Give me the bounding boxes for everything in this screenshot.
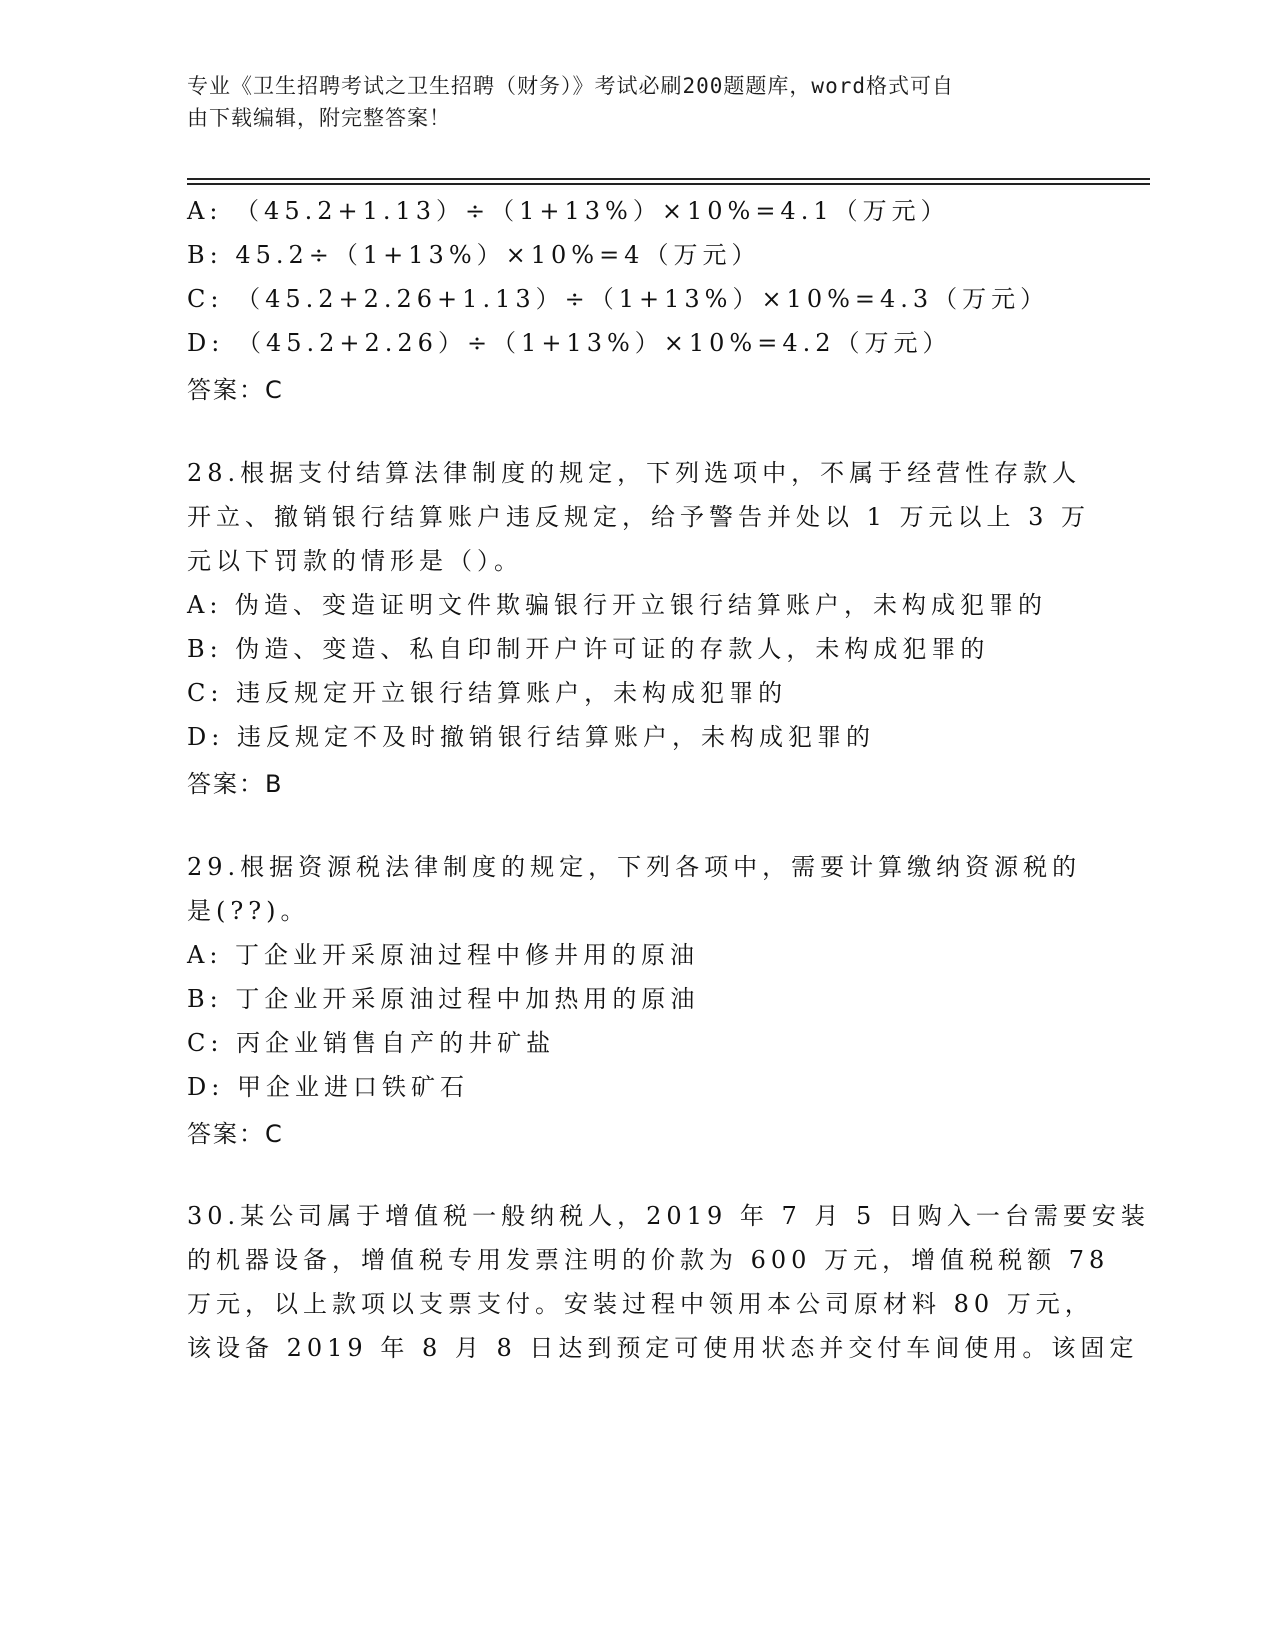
header-line-2: 由下载编辑，附完整答案！ (187, 106, 451, 130)
q30-stem-line-4: 该设备 2019 年 8 月 8 日达到预定可使用状态并交付车间使用。该固定 (187, 1334, 1139, 1362)
header-divider-bottom (187, 183, 1150, 185)
q30-stem-line-2: 的机器设备，增值税专用发票注明的价款为 600 万元，增值税税额 78 (187, 1246, 1110, 1274)
q29-stem-line-1: 29.根据资源税法律制度的规定，下列各项中，需要计算缴纳资源税的 (187, 853, 1082, 881)
q27-option-c: C: （45.2+2.26+1.13）÷（1+13%）×10%=4.3（万元） (187, 285, 1050, 313)
q28-stem-line-2: 开立、撤销银行结算账户违反规定，给予警告并处以 1 万元以上 3 万 (187, 503, 1091, 531)
header-line-1: 专业《卫生招聘考试之卫生招聘（财务）》考试必刷200题题库，word格式可自 (187, 74, 954, 98)
q29-option-c: C: 丙企业销售自产的井矿盐 (187, 1029, 556, 1057)
q27-option-b: B: 45.2÷（1+13%）×10%=4（万元） (187, 241, 761, 269)
document-header (187, 70, 1067, 134)
q28-answer: 答案：B (187, 770, 284, 798)
q30-stem-line-3: 万元，以上款项以支票支付。安装过程中领用本公司原材料 80 万元， (187, 1290, 1094, 1318)
q27-answer: 答案：C (187, 376, 284, 404)
q28-option-b: B: 伪造、变造、私自印制开户许可证的存款人，未构成犯罪的 (187, 635, 990, 663)
q28-option-d: D: 违反规定不及时撤销银行结算账户，未构成犯罪的 (187, 723, 875, 751)
q29-stem-line-2: 是(??)。 (187, 897, 310, 925)
q28-option-c: C: 违反规定开立银行结算账户，未构成犯罪的 (187, 679, 788, 707)
q29-option-b: B: 丁企业开采原油过程中加热用的原油 (187, 985, 700, 1013)
q29-option-d: D: 甲企业进口铁矿石 (187, 1073, 469, 1101)
q27-option-a: A: （45.2+1.13）÷（1+13%）×10%=4.1（万元） (187, 197, 950, 225)
q29-answer: 答案：C (187, 1120, 284, 1148)
q30-stem-line-1: 30.某公司属于增值税一般纳税人，2019 年 7 月 5 日购入一台需要安装 (187, 1202, 1150, 1230)
q28-stem-line-3: 元以下罚款的情形是（）。 (187, 547, 523, 575)
q29-option-a: A: 丁企业开采原油过程中修井用的原油 (187, 941, 700, 969)
q27-option-d: D: （45.2+2.26）÷（1+13%）×10%=4.2（万元） (187, 329, 952, 357)
header-divider-top (187, 178, 1150, 180)
q28-option-a: A: 伪造、变造证明文件欺骗银行开立银行结算账户，未构成犯罪的 (187, 591, 1048, 619)
q28-stem-line-1: 28.根据支付结算法律制度的规定，下列选项中，不属于经营性存款人 (187, 459, 1082, 487)
